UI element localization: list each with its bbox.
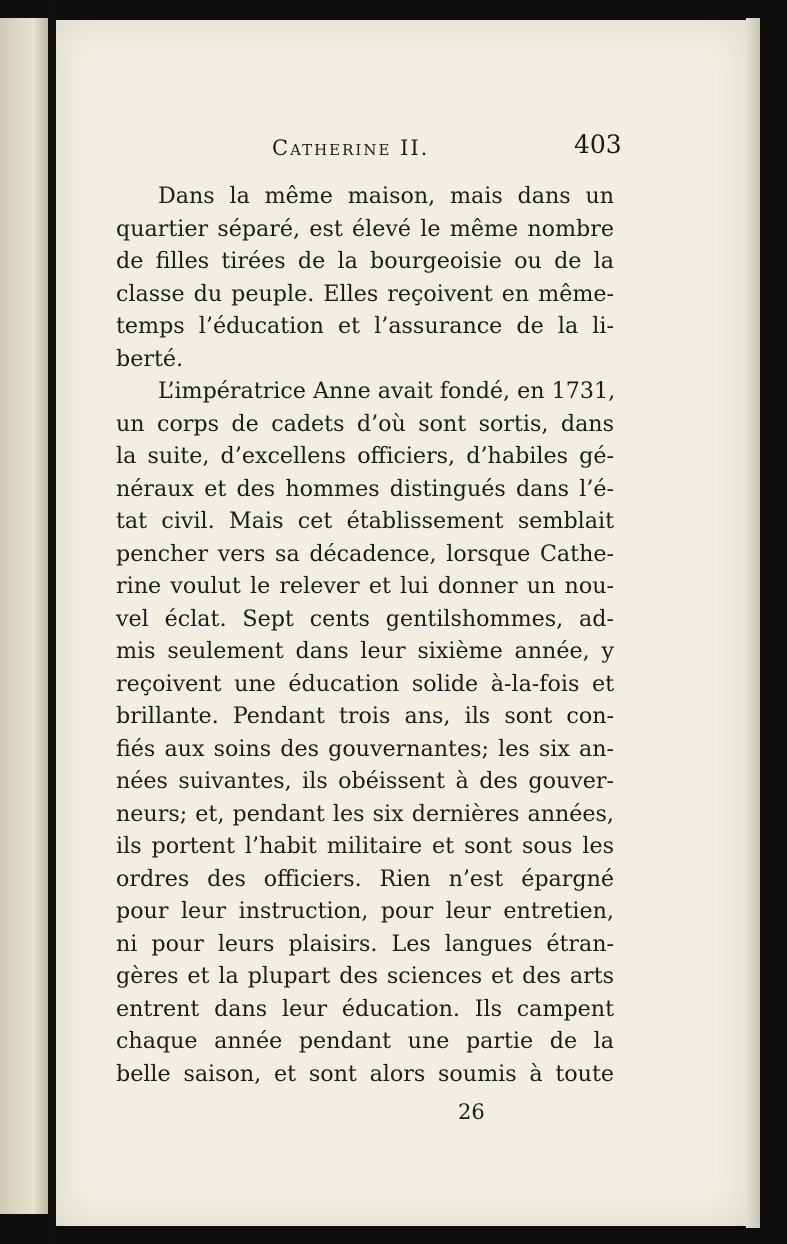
text-line: quartier séparé, est élevé le même nombre bbox=[116, 215, 614, 242]
text-line: L’impératrice Anne avait fondé, en 1731, bbox=[158, 378, 616, 404]
text-line: temps l’éducation et l’assurance de la li- bbox=[116, 313, 614, 339]
text-line: chaque année pendant une partie de la bbox=[116, 1028, 614, 1054]
text-line: pencher vers sa décadence, lorsque Cathe- bbox=[116, 540, 614, 567]
running-head-title: Catherine II. bbox=[272, 136, 430, 160]
text-line: ils portent l’habit militaire et sont sous les bbox=[116, 833, 614, 859]
text-line: berté. bbox=[116, 345, 184, 372]
text-line: Dans la même maison, mais dans un bbox=[158, 183, 614, 209]
text-line: fiés aux soins des gouvernantes; les six an- bbox=[116, 735, 614, 762]
paragraph-1 bbox=[116, 180, 614, 375]
page-fore-edge bbox=[746, 18, 760, 1228]
text-line: pour leur instruction, pour leur entretien, bbox=[116, 898, 614, 924]
text-line: ni pour leurs plaisirs. Les langues étran- bbox=[116, 930, 614, 957]
book-page bbox=[56, 20, 746, 1226]
body-text bbox=[116, 180, 614, 1090]
text-line: reçoivent une éducation solide à-la-fois et bbox=[116, 670, 614, 697]
text-line: rine voulut le relever et lui donner un nou- bbox=[116, 573, 614, 599]
text-line: neurs; et, pendant les six dernières années, bbox=[116, 800, 614, 827]
text-line: de filles tirées de la bourgeoisie ou de la bbox=[116, 248, 614, 274]
running-head bbox=[56, 118, 746, 178]
text-line: mis seulement dans leur sixième année, y bbox=[116, 638, 614, 664]
text-line: nées suivantes, ils obéissent à des gouver- bbox=[116, 768, 614, 794]
text-line: belle saison, et sont alors soumis à toute bbox=[116, 1060, 614, 1087]
text-line: classe du peuple. Elles reçoivent en même- bbox=[116, 280, 614, 307]
paragraph-2 bbox=[116, 375, 614, 1090]
text-line: un corps de cadets d’où sont sortis, dans bbox=[116, 410, 614, 437]
text-line: entrent dans leur éducation. Ils campent bbox=[116, 995, 614, 1022]
book-gutter bbox=[48, 0, 56, 1244]
text-line: tat civil. Mais cet établissement semblait bbox=[116, 508, 614, 534]
text-line: la suite, d’excellens officiers, d’habiles gé- bbox=[116, 443, 614, 469]
text-line: néraux et des hommes distingués dans l’é- bbox=[116, 475, 614, 502]
text-line: ordres des officiers. Rien n’est épargné bbox=[116, 865, 614, 892]
page-number: 403 bbox=[574, 130, 622, 159]
text-line: gères et la plupart des sciences et des arts bbox=[116, 963, 614, 989]
text-line: brillante. Pendant trois ans, ils sont con- bbox=[116, 703, 614, 729]
facing-page-edge bbox=[0, 18, 48, 1214]
signature-mark: 26 bbox=[458, 1100, 485, 1124]
text-line: vel éclat. Sept cents gentilshommes, ad- bbox=[116, 605, 614, 632]
